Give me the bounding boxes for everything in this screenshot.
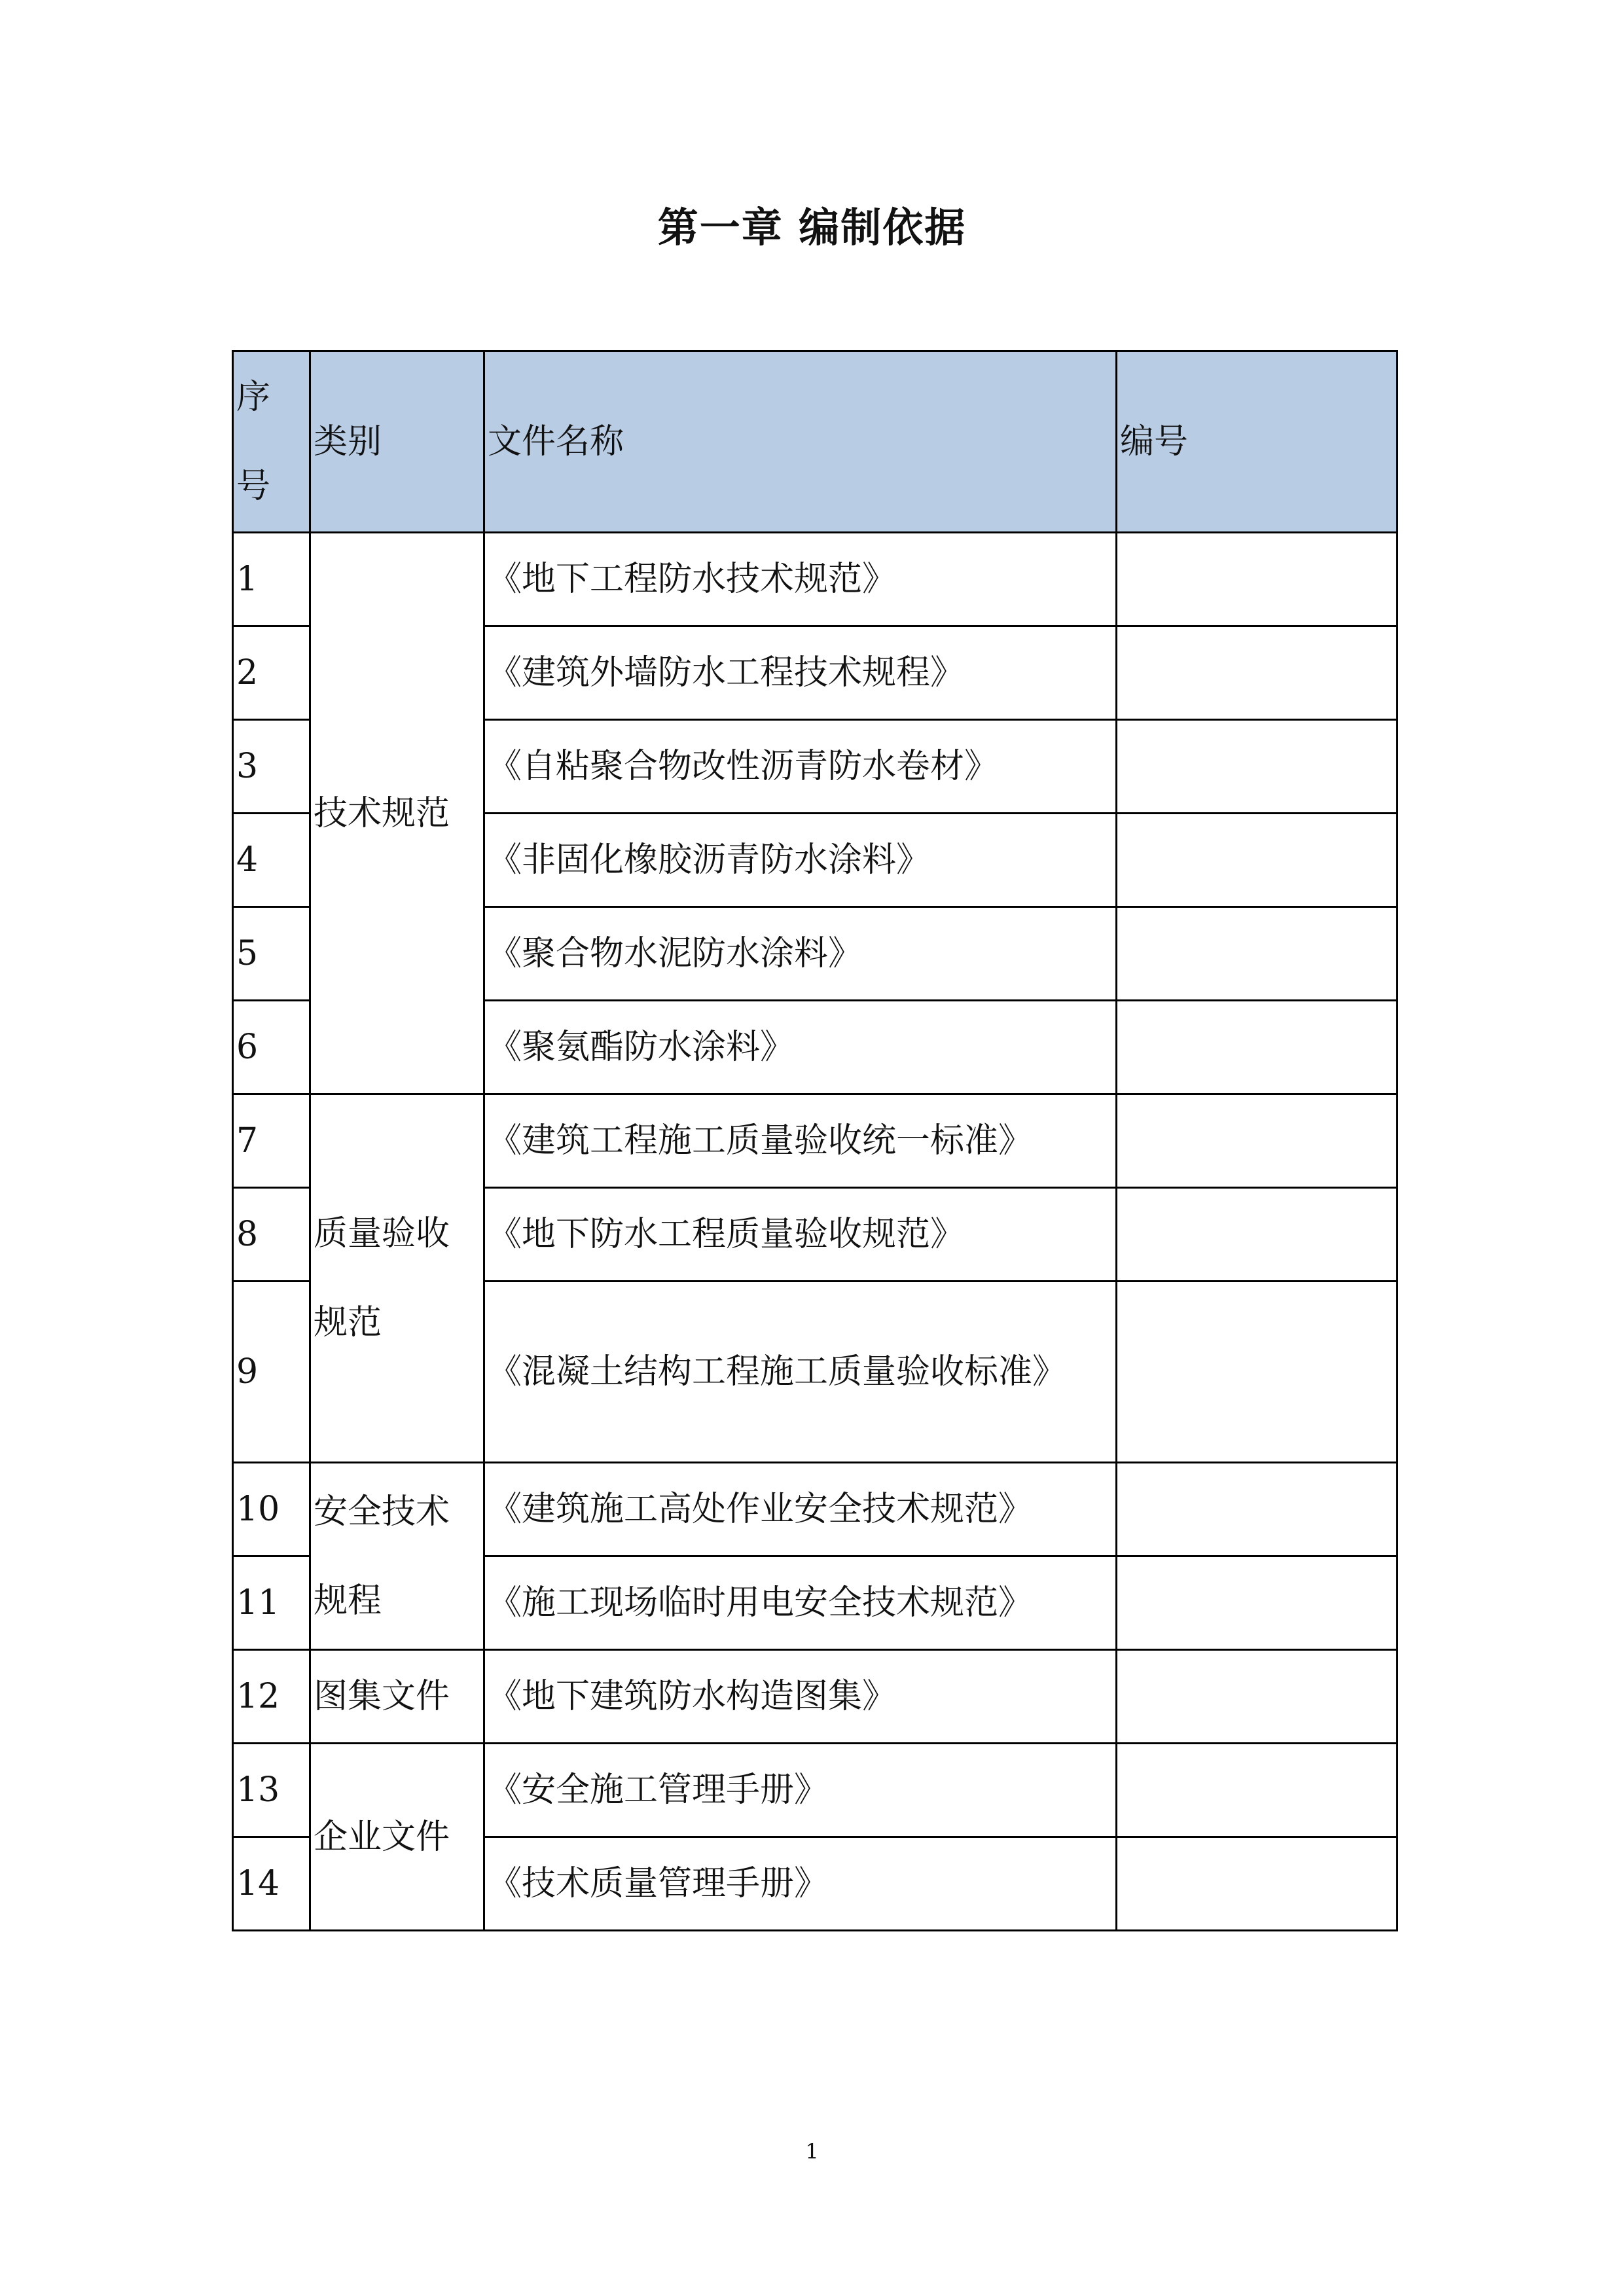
row-number: 6 (233, 1001, 310, 1094)
document-name: 《地下工程防水技术规范》 (484, 533, 1117, 626)
document-name: 《地下建筑防水构造图集》 (484, 1650, 1117, 1744)
table-row (233, 1463, 1398, 1556)
header-serial-line1: 序 (236, 378, 271, 417)
row-number: 4 (233, 814, 310, 907)
document-code (1117, 533, 1398, 626)
document-name: 《安全施工管理手册》 (484, 1744, 1117, 1837)
document-name (484, 1282, 1117, 1463)
row-number: 11 (233, 1556, 310, 1650)
row-number: 8 (233, 1188, 310, 1282)
document-code (1117, 1094, 1398, 1188)
row-number: 5 (233, 907, 310, 1001)
document-name: 《建筑施工高处作业安全技术规范》 (484, 1463, 1117, 1556)
document-name: 《技术质量管理手册》 (484, 1837, 1117, 1931)
document-name: 《地下防水工程质量验收规范》 (484, 1188, 1117, 1282)
table-row (233, 1744, 1398, 1837)
category-enterprise: 企业文件 (310, 1744, 484, 1931)
table-header-row (233, 351, 1398, 533)
document-code (1117, 1463, 1398, 1556)
row-number: 3 (233, 720, 310, 814)
category-quality-acceptance (310, 1094, 484, 1463)
category-technical-spec: 技术规范 (310, 533, 484, 1094)
document-name: 《自粘聚合物改性沥青防水卷材》 (484, 720, 1117, 814)
document-code (1117, 1282, 1398, 1463)
document-code (1117, 720, 1398, 814)
chapter-title: 第一章 编制依据 (657, 204, 967, 251)
table-row (233, 1094, 1398, 1188)
row-number: 14 (233, 1837, 310, 1931)
page-number: 1 (805, 2139, 819, 2164)
document-name: 《建筑工程施工质量验收统一标准》 (484, 1094, 1117, 1188)
document-name: 《非固化橡胶沥青防水涂料》 (484, 814, 1117, 907)
row-number: 7 (233, 1094, 310, 1188)
document-code (1117, 814, 1398, 907)
document-name: 《聚氨酯防水涂料》 (484, 1001, 1117, 1094)
document-code (1117, 1188, 1398, 1282)
basis-table (232, 350, 1398, 1931)
document-code (1117, 1001, 1398, 1094)
document-code (1117, 1837, 1398, 1931)
header-serial-line2: 号 (236, 467, 271, 506)
category-safety-label: 安全技术规程 (314, 1492, 450, 1621)
row-number: 1 (233, 533, 310, 626)
header-serial-number (233, 351, 310, 533)
document-name: 《聚合物水泥防水涂料》 (484, 907, 1117, 1001)
header-category: 类别 (310, 351, 484, 533)
header-code: 编号 (1117, 351, 1398, 533)
document-code (1117, 907, 1398, 1001)
header-document-name: 文件名称 (484, 351, 1117, 533)
document-name-text: 《混凝土结构工程施工质量验收标准》 (488, 1352, 1067, 1391)
document-code (1117, 1744, 1398, 1837)
category-atlas: 图集文件 (310, 1650, 484, 1744)
table-row (233, 533, 1398, 626)
table-row (233, 1650, 1398, 1744)
row-number: 9 (233, 1282, 310, 1463)
row-number: 2 (233, 626, 310, 720)
row-number: 12 (233, 1650, 310, 1744)
category-quality-label: 质量验收规范 (314, 1214, 450, 1342)
row-number: 10 (233, 1463, 310, 1556)
document-code (1117, 1556, 1398, 1650)
document-code (1117, 626, 1398, 720)
document-name: 《施工现场临时用电安全技术规范》 (484, 1556, 1117, 1650)
document-name: 《建筑外墙防水工程技术规程》 (484, 626, 1117, 720)
document-code (1117, 1650, 1398, 1744)
category-safety-regulation (310, 1463, 484, 1650)
row-number: 13 (233, 1744, 310, 1837)
